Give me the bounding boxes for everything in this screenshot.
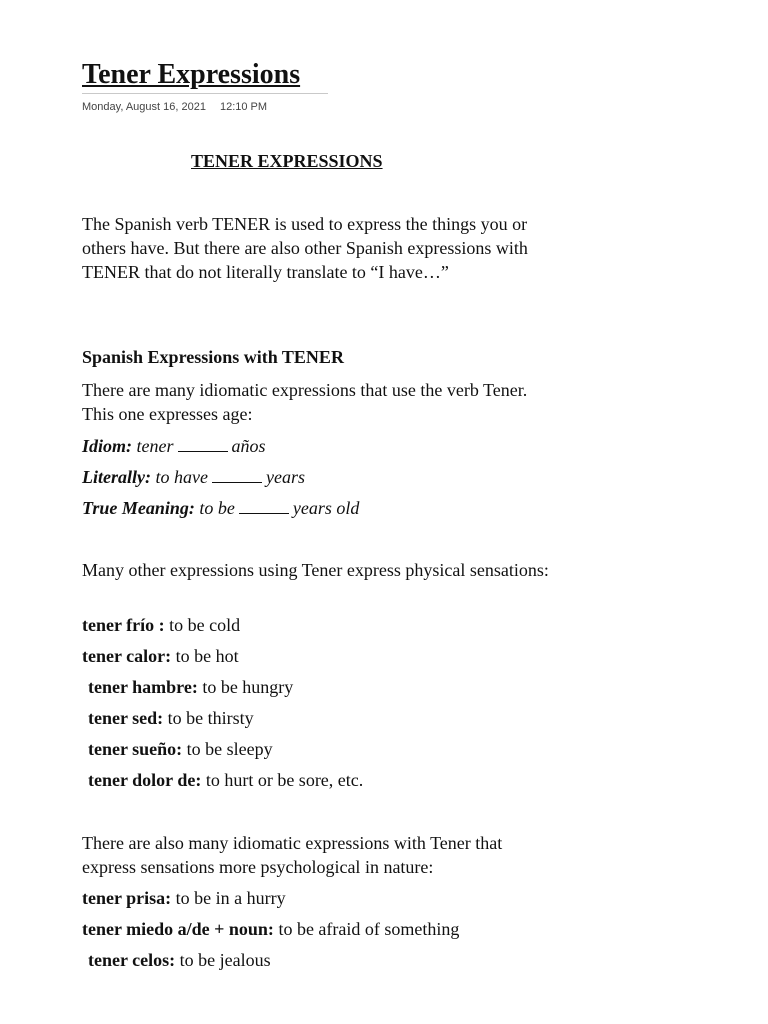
blank-line	[212, 468, 262, 483]
expression-term: tener calor:	[82, 646, 172, 666]
expression-meaning: to be jealous	[179, 950, 271, 970]
expression-item	[88, 737, 273, 761]
literally-line	[82, 465, 305, 489]
expression-meaning: to be in a hurry	[175, 888, 286, 908]
expression-term: tener prisa:	[82, 888, 172, 908]
expression-item	[88, 675, 293, 699]
expression-term: tener hambre:	[88, 677, 198, 697]
expression-term: tener dolor de:	[88, 770, 202, 790]
expression-meaning: to be thirsty	[167, 708, 254, 728]
expression-meaning: to be hungry	[202, 677, 294, 697]
literally-text-before: to have	[155, 467, 208, 487]
note-date: Monday, August 16, 2021	[82, 101, 206, 113]
expression-meaning: to be hot	[175, 646, 239, 666]
true-meaning-text-after: years old	[292, 498, 360, 518]
psychological-intro-paragraph: There are also many idiomatic expressions with Tener that express sensations more psychological in nature:	[82, 833, 503, 877]
expression-item	[82, 613, 240, 637]
section-intro-paragraph: There are many idiomatic expressions that use the verb Tener. This one expresses age:	[82, 380, 528, 424]
expression-item	[88, 948, 271, 972]
title-divider	[82, 93, 328, 94]
expression-meaning: to be cold	[169, 615, 241, 635]
blank-line	[239, 499, 289, 514]
section-heading: Spanish Expressions with TENER	[82, 347, 344, 367]
expression-item	[82, 886, 286, 910]
literally-label: Literally:	[82, 467, 151, 487]
expression-item	[82, 644, 239, 668]
idiom-text-before: tener	[136, 436, 174, 456]
idiom-line	[82, 434, 266, 458]
note-timestamp	[82, 101, 267, 113]
expression-term: tener frío :	[82, 615, 165, 635]
expression-meaning: to hurt or be sore, etc.	[205, 770, 364, 790]
true-meaning-label: True Meaning:	[82, 498, 195, 518]
blank-line	[178, 437, 228, 452]
note-title[interactable]: Tener Expressions	[82, 59, 301, 90]
true-meaning-text-before: to be	[199, 498, 235, 518]
expression-term: tener sed:	[88, 708, 164, 728]
expression-term: tener miedo a/de + noun:	[82, 919, 274, 939]
expression-term: tener celos:	[88, 950, 176, 970]
idiom-text-after: años	[231, 436, 266, 456]
expression-meaning: to be afraid of something	[278, 919, 460, 939]
expression-item	[88, 706, 254, 730]
intro-paragraph: The Spanish verb TENER is used to express the things you or others have. But there are also other Spanish expressions with TENER that do not literally translate to “I have…”	[82, 214, 528, 282]
true-meaning-line	[82, 496, 359, 520]
document-heading: TENER EXPRESSIONS	[191, 151, 383, 171]
physical-intro-paragraph: Many other expressions using Tener express physical sensations:	[82, 560, 549, 580]
note-time: 12:10 PM	[219, 101, 268, 113]
expression-item	[82, 917, 459, 941]
expression-meaning: to be sleepy	[186, 739, 273, 759]
expression-item	[88, 768, 363, 792]
idiom-label: Idiom:	[82, 436, 133, 456]
expression-term: tener sueño:	[88, 739, 183, 759]
literally-text-after: years	[265, 467, 305, 487]
